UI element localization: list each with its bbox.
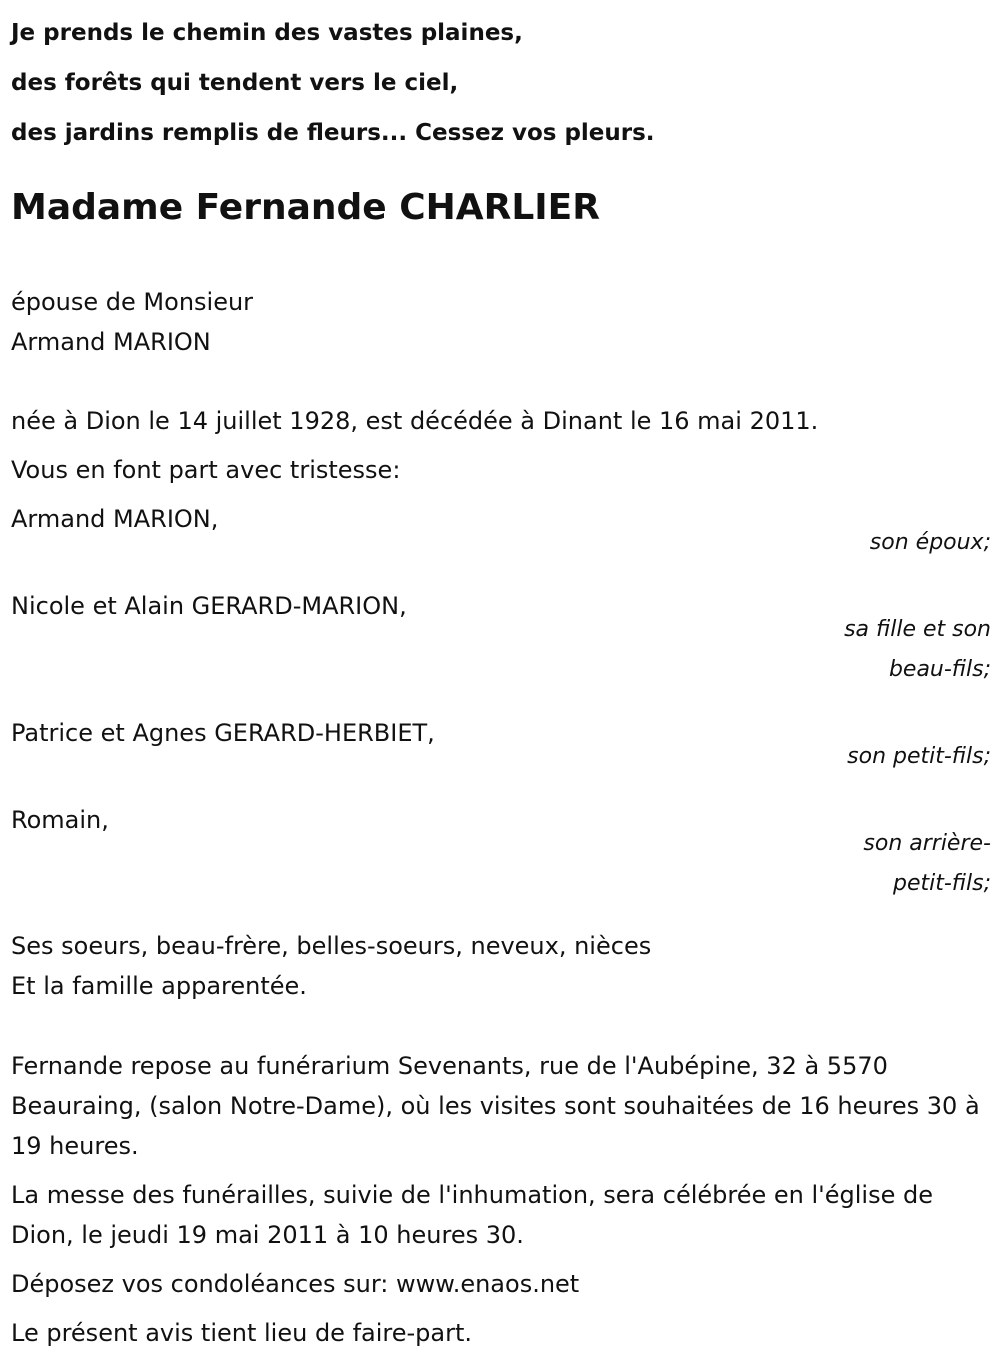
poem-line: des jardins remplis de fleurs... Cessez vos pleurs. (11, 120, 655, 146)
family-member-name: Armand MARION, (11, 505, 219, 533)
family-member-relation: son petit-fils; (847, 744, 991, 769)
notice-line: Le présent avis tient lieu de faire-part. (11, 1319, 473, 1347)
family-member-name: Patrice et Agnes GERARD-HERBIET, (11, 719, 435, 747)
condolences-line: Déposez vos condoléances sur: www.enaos.net (11, 1270, 580, 1298)
family-member (11, 499, 991, 563)
announcement-line: Vous en font part avec tristesse: (11, 456, 401, 484)
repose-paragraph: Fernande repose au funérarium Sevenants, rue de l'Aubépine, 32 à 5570 Beauraing, (salon Notre-Dame), où les visites sont souhaitées de 16 heures 30 à 19 heures. (11, 1052, 980, 1160)
family-member-relation: son époux; (869, 530, 991, 555)
spouse-line: épouse de Monsieur (11, 288, 254, 316)
family-member-name: Nicole et Alain GERARD-MARION, (11, 592, 407, 620)
deceased-name: Madame Fernande CHARLIER (11, 187, 600, 228)
spouse-info (11, 282, 991, 362)
birth-death-line: née à Dion le 14 juillet 1928, est décédée à Dinant le 16 mai 2011. (11, 407, 819, 435)
relatives-line: Et la famille apparentée. (11, 972, 307, 1000)
family-member (11, 713, 991, 777)
poem (11, 8, 991, 158)
family-member-relation: sa fille et son beau-fils; (844, 617, 991, 682)
poem-line: Je prends le chemin des vastes plaines, (11, 20, 523, 46)
details-block (11, 1046, 991, 1353)
relatives-line: Ses soeurs, beau-frère, belles-soeurs, neveux, nièces (11, 932, 652, 960)
family-member-name: Romain, (11, 806, 109, 834)
mass-paragraph: La messe des funérailles, suivie de l'inhumation, sera célébrée en l'église de Dion, le jeudi 19 mai 2011 à 10 heures 30. (11, 1181, 933, 1249)
spouse-name: Armand MARION (11, 328, 211, 356)
poem-line: des forêts qui tendent vers le ciel, (11, 70, 459, 96)
family-member (11, 586, 991, 690)
family-member-relation: son arrière-petit-fils; (863, 831, 991, 896)
family-list (11, 499, 991, 904)
relatives-block (11, 926, 991, 1006)
obituary-notice (11, 0, 991, 1353)
family-member (11, 800, 991, 904)
